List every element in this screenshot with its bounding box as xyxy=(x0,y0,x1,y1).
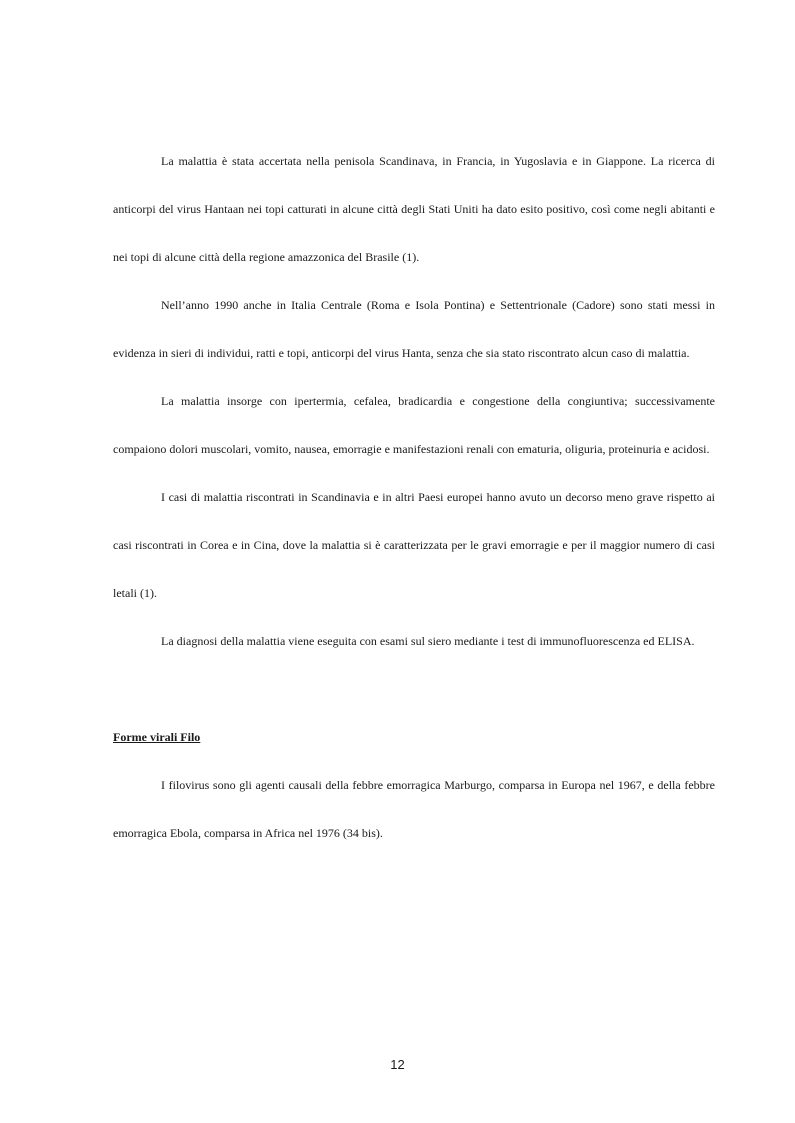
paragraph-diagnosis: La diagnosi della malattia viene eseguita con esami sul siero mediante i test di immunofluorescenza ed ELISA. xyxy=(161,634,695,648)
paragraph-filovirus: I filovirus sono gli agenti causali della febbre emorragica Marburgo, comparsa in Europa nel 1967, e della febbre emorragica Ebola, comparsa in Africa nel 1976 (34 bis). xyxy=(113,778,715,840)
paragraph-hantaan-distribution: La malattia è stata accertata nella penisola Scandinava, in Francia, in Yugoslavia e in Giappone. La ricerca di anticorpi del virus Hantaan nei topi catturati in alcune città degli Stati Uniti ha dato esito positivo, così come negli abitanti e nei topi di alcune città della regione amazzonica del Brasile (1). xyxy=(113,154,715,264)
paragraph-severity: I casi di malattia riscontrati in Scandinavia e in altri Paesi europei hanno avuto un decorso meno grave rispetto ai casi riscontrati in Corea e in Cina, dove la malattia si è caratterizzata per le gravi emorragie e per il maggior numero di casi letali (1). xyxy=(113,490,715,600)
paragraph-italy-1990: Nell’anno 1990 anche in Italia Centrale (Roma e Isola Pontina) e Settentrionale (Cadore) sono stati messi in evidenza in sieri di individui, ratti e topi, anticorpi del virus Hanta, senza che sia stato riscontrato alcun caso di malattia. xyxy=(113,298,715,360)
page-number: 12 xyxy=(390,1057,405,1072)
paragraph-symptoms: La malattia insorge con ipertermia, cefalea, bradicardia e congestione della congiuntiva; successivamente compaiono dolori muscolari, vomito, nausea, emorragie e manifestazioni renali con ematuria, oliguria, proteinuria e acidosi. xyxy=(113,394,715,456)
section-heading: Forme virali Filo xyxy=(113,730,201,744)
document-body xyxy=(113,137,715,857)
